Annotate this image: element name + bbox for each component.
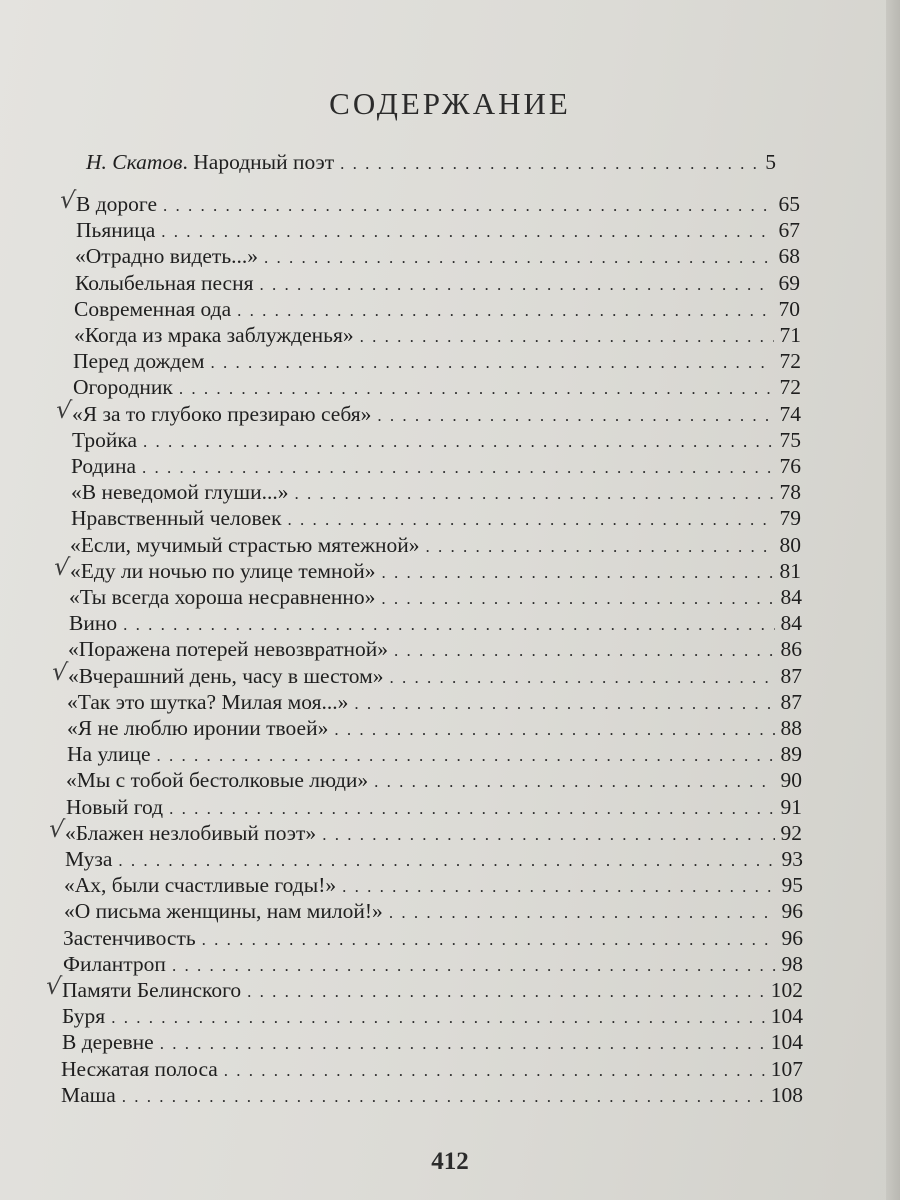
dot-leader xyxy=(426,537,774,557)
dot-leader xyxy=(394,641,774,661)
toc-entry-page: 93 xyxy=(781,847,803,871)
toc-entry xyxy=(72,402,801,427)
toc-entry xyxy=(63,926,803,951)
dot-leader xyxy=(322,825,774,845)
toc-entry-title: Огородник xyxy=(73,375,173,400)
toc-entry xyxy=(73,375,801,400)
toc-entry-title: «Ты всегда хороша несравненно» xyxy=(69,585,376,609)
toc-entry xyxy=(65,847,803,872)
dot-leader xyxy=(377,406,773,426)
toc-entry-page: 86 xyxy=(780,637,802,662)
toc-entry-page: 76 xyxy=(779,454,801,478)
toc-entry xyxy=(63,952,803,977)
toc-entry-title: На улице xyxy=(67,742,151,767)
dot-leader xyxy=(211,353,774,373)
toc-entry-page: 70 xyxy=(778,296,800,321)
toc-entry xyxy=(66,795,802,820)
toc-entry-title: Филантроп xyxy=(63,951,166,976)
toc-entry xyxy=(64,899,803,924)
toc-entry-title: «Отрадно видеть...» xyxy=(75,244,259,269)
toc-entry-title: «Так это шутка? Милая моя...» xyxy=(67,689,349,714)
toc-entry xyxy=(71,506,801,531)
dot-leader xyxy=(122,1087,765,1107)
toc-entry-page: 108 xyxy=(770,1082,803,1107)
toc-entry-page: 84 xyxy=(780,611,802,636)
toc-entry-title: Родина xyxy=(71,454,137,478)
toc-entry-page: 65 xyxy=(778,192,800,216)
toc-entry-page: 80 xyxy=(779,532,801,557)
dot-leader xyxy=(160,1034,765,1054)
toc-entry-title: Перед дождем xyxy=(73,349,205,374)
toc-entry xyxy=(61,1083,803,1108)
check-mark-icon: √ xyxy=(54,394,73,425)
toc-entry xyxy=(69,611,802,636)
dot-leader xyxy=(389,668,774,688)
page-title: СОДЕРЖАНИЕ xyxy=(329,86,571,121)
toc-entry-title: В дороге xyxy=(76,192,157,216)
toc-entry-title: Тройка xyxy=(72,427,137,452)
check-mark-icon: √ xyxy=(52,552,71,582)
toc-entry xyxy=(67,742,802,767)
toc-entry xyxy=(62,978,803,1003)
dot-leader xyxy=(142,458,773,478)
toc-entry xyxy=(71,454,801,479)
toc-entry xyxy=(64,873,803,898)
toc-entry-title: «Ах, были счастливые годы!» xyxy=(64,873,337,898)
toc-entry xyxy=(62,1004,803,1029)
toc-entry-title: Пьяница xyxy=(76,218,156,243)
toc-entry-title: Маша xyxy=(61,1082,116,1107)
toc-entry-page: 84 xyxy=(780,585,802,609)
toc-entry-title: Современная ода xyxy=(74,296,232,321)
toc-entry-page: 78 xyxy=(779,480,801,505)
toc-entry xyxy=(67,690,802,715)
toc-entry xyxy=(74,297,800,322)
toc-entry xyxy=(76,218,800,243)
toc-entry xyxy=(75,271,800,296)
check-mark-icon: √ xyxy=(47,814,66,844)
toc-entry-page: 96 xyxy=(781,925,803,950)
toc-entry-page: 74 xyxy=(779,401,801,426)
toc-entry xyxy=(62,1030,803,1055)
dot-leader xyxy=(259,275,772,295)
toc-entry xyxy=(68,637,802,662)
toc-entry-page: 75 xyxy=(779,427,801,452)
toc-entry-title: «Еду ли ночью по улице темной» xyxy=(70,558,376,583)
intro-entry xyxy=(86,150,776,175)
toc-entry-title: Застенчивость xyxy=(63,925,196,950)
intro-page: 5 xyxy=(765,150,776,174)
toc-entry-page: 91 xyxy=(780,794,802,819)
toc-entry-title: Муза xyxy=(65,847,113,871)
toc-entry-title: «Мы с тобой бестолковые люди» xyxy=(66,768,369,793)
toc-entry xyxy=(73,349,801,374)
toc-entry xyxy=(70,559,801,584)
toc-entry-page: 89 xyxy=(780,742,802,767)
toc-entry-title: «В неведомой глуши...» xyxy=(71,480,289,505)
dot-leader xyxy=(179,379,774,399)
toc-entry xyxy=(66,768,802,793)
toc-entry-title: «Когда из мрака заблужденья» xyxy=(74,323,354,347)
toc-entry-title: Новый год xyxy=(66,794,164,819)
dot-leader xyxy=(118,851,775,871)
toc-entry xyxy=(74,323,801,348)
toc-entry-page: 98 xyxy=(781,951,803,976)
toc-entry-page: 102 xyxy=(770,978,803,1002)
dot-leader xyxy=(374,772,774,792)
toc-entry-title: В деревне xyxy=(62,1030,154,1055)
toc-entry-page: 107 xyxy=(770,1056,803,1081)
dot-leader xyxy=(163,196,773,216)
toc-entry xyxy=(69,585,802,610)
toc-entry-title: «Если, мучимый страстью мятежной» xyxy=(70,532,420,557)
dot-leader xyxy=(340,154,759,174)
dot-leader xyxy=(202,930,776,950)
toc-entry-page: 71 xyxy=(779,323,801,347)
dot-leader xyxy=(161,222,772,242)
page-edge xyxy=(886,0,900,1200)
toc-entry xyxy=(70,533,801,558)
check-mark-icon: √ xyxy=(50,656,69,687)
dot-leader xyxy=(224,1061,765,1081)
dot-leader xyxy=(334,720,774,740)
toc-entry-page: 88 xyxy=(780,716,802,740)
toc-entry-title: Памяти Белинского xyxy=(62,978,242,1002)
toc-entry-page: 96 xyxy=(781,899,803,924)
dot-leader xyxy=(111,1008,765,1028)
toc-entry-title: Несжатая полоса xyxy=(61,1056,218,1081)
toc-entry xyxy=(61,1057,803,1082)
toc-entry-title: Буря xyxy=(62,1004,106,1029)
dot-leader xyxy=(360,327,774,347)
toc-entry-page: 68 xyxy=(778,244,800,269)
check-mark-icon: √ xyxy=(44,971,63,1001)
dot-leader xyxy=(157,746,775,766)
dot-leader xyxy=(237,301,772,321)
toc-entry-title: Колыбельная песня xyxy=(75,270,254,295)
dot-leader xyxy=(389,903,776,923)
toc-entry xyxy=(67,716,802,741)
page-number: 412 xyxy=(431,1148,469,1175)
toc-entry-page: 72 xyxy=(779,349,801,374)
toc-entry-page: 104 xyxy=(770,1030,803,1055)
toc-entry-page: 87 xyxy=(780,663,802,688)
check-mark-icon: √ xyxy=(58,185,77,215)
toc-entry xyxy=(76,192,800,217)
intro-title: . Народный поэт xyxy=(182,150,335,174)
toc-entry-page: 72 xyxy=(779,375,801,400)
toc-entry xyxy=(72,428,801,453)
dot-leader xyxy=(143,432,774,452)
dot-leader xyxy=(288,510,774,530)
toc-entry-page: 67 xyxy=(778,218,800,243)
toc-entry-page: 104 xyxy=(770,1004,803,1029)
dot-leader xyxy=(169,799,774,819)
dot-leader xyxy=(354,694,774,714)
dot-leader xyxy=(294,484,773,504)
toc-entry-title: Нравственный человек xyxy=(71,506,282,531)
toc-entry-title: «О письма женщины, нам милой!» xyxy=(64,899,383,924)
toc-entry-title: «Блажен незлобивый поэт» xyxy=(65,820,317,845)
toc-entry-page: 87 xyxy=(780,689,802,714)
dot-leader xyxy=(264,248,772,268)
toc-entry-page: 92 xyxy=(780,820,802,845)
toc-entry xyxy=(68,664,802,689)
intro-entry-label xyxy=(86,150,334,175)
toc-entry xyxy=(65,821,802,846)
toc-entry-title: Вино xyxy=(69,611,118,636)
toc-entry-page: 95 xyxy=(781,873,803,898)
toc-entry-title: «Поражена потерей невозвратной» xyxy=(68,637,389,662)
dot-leader xyxy=(381,563,773,583)
toc-entry xyxy=(75,244,800,269)
toc-entry-page: 69 xyxy=(778,270,800,295)
intro-author: Н. Скатов xyxy=(86,150,183,174)
dot-leader xyxy=(123,615,774,635)
toc-entry-page: 79 xyxy=(779,506,801,531)
dot-leader xyxy=(381,589,774,609)
dot-leader xyxy=(172,956,776,976)
toc-entry-title: «Я не люблю иронии твоей» xyxy=(67,716,329,740)
toc-entry-page: 90 xyxy=(780,768,802,793)
toc-entry xyxy=(71,480,801,505)
dot-leader xyxy=(342,877,775,897)
toc-entry-title: «Вчерашний день, часу в шестом» xyxy=(68,663,384,688)
dot-leader xyxy=(247,982,765,1002)
toc-entry-title: «Я за то глубоко презираю себя» xyxy=(72,401,372,426)
toc-entry-page: 81 xyxy=(779,558,801,583)
